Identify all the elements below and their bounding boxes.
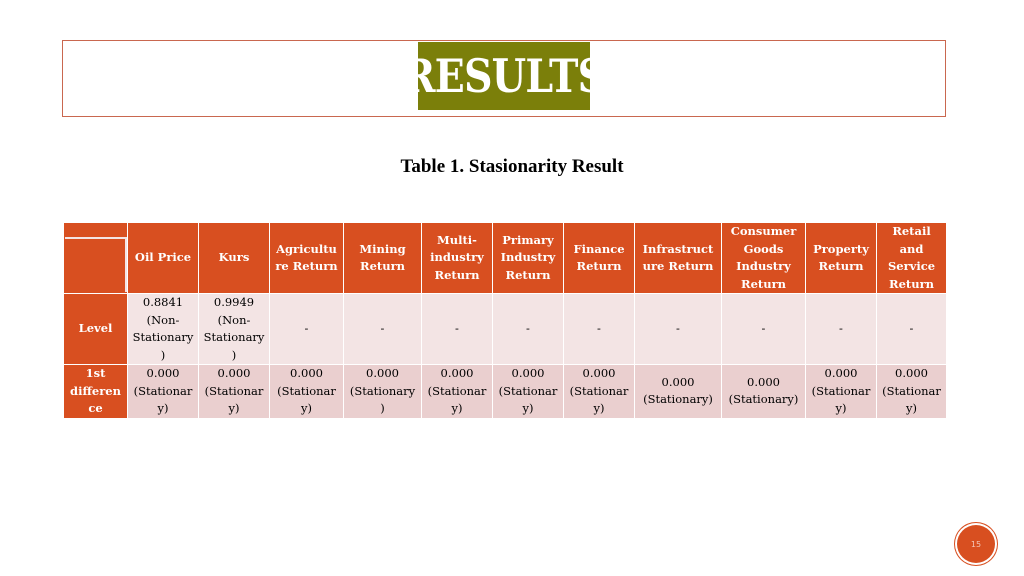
stationarity-table — [63, 222, 947, 419]
column-header-infrastructure: Infrastruct ure Return — [635, 223, 722, 294]
table-cell: - — [344, 294, 422, 365]
column-header-property: Property Return — [806, 223, 877, 294]
table-cell: 0.000 (Stationar y) — [199, 365, 270, 419]
column-header-kurs: Kurs — [199, 223, 270, 294]
column-header-mining: Mining Return — [344, 223, 422, 294]
table-cell: - — [806, 294, 877, 365]
row-label-first-difference: 1st differen ce — [64, 365, 128, 419]
column-header-consumer-goods: Consumer Goods Industry Return — [722, 223, 806, 294]
column-header-agriculture: Agricultu re Return — [270, 223, 344, 294]
slide-title: RESULTS — [418, 42, 590, 110]
table-cell: - — [877, 294, 947, 365]
table-row — [64, 294, 947, 365]
table-header-row — [64, 223, 947, 294]
column-header-oil-price: Oil Price — [128, 223, 199, 294]
table-row — [64, 365, 947, 419]
table-cell: - — [635, 294, 722, 365]
table-cell: 0.000 (Stationar y) — [493, 365, 564, 419]
table-cell: 0.000 (Stationar y) — [128, 365, 199, 419]
page-number-badge — [957, 525, 995, 563]
table-cell: - — [493, 294, 564, 365]
table-cell: 0.000 (Stationar y) — [564, 365, 635, 419]
table-cell: - — [422, 294, 493, 365]
column-header-multi-industry: Multi- industry Return — [422, 223, 493, 294]
table-cell: - — [270, 294, 344, 365]
column-header-finance: Finance Return — [564, 223, 635, 294]
table-cell: 0.000 (Stationar y) — [877, 365, 947, 419]
table-cell: 0.000 (Stationar y) — [270, 365, 344, 419]
table-cell: - — [564, 294, 635, 365]
row-label-level: Level — [64, 294, 128, 365]
table-cell: 0.000 (Stationary) — [722, 365, 806, 419]
column-header-corner — [64, 223, 128, 294]
column-header-primary-industry: Primary Industry Return — [493, 223, 564, 294]
table-caption: Table 1. Stasionarity Result — [400, 156, 624, 177]
table-cell: 0.000 (Stationar y) — [806, 365, 877, 419]
table-cell: - — [722, 294, 806, 365]
table-cell: 0.9949 (Non- Stationary ) — [199, 294, 270, 365]
table-cell: 0.8841 (Non- Stationary ) — [128, 294, 199, 365]
table-cell: 0.000 (Stationary) — [635, 365, 722, 419]
column-header-retail-service: Retail and Service Return — [877, 223, 947, 294]
table-cell: 0.000 (Stationar y) — [422, 365, 493, 419]
page-number: 15 — [970, 539, 982, 549]
table-cell: 0.000 (Stationary ) — [344, 365, 422, 419]
